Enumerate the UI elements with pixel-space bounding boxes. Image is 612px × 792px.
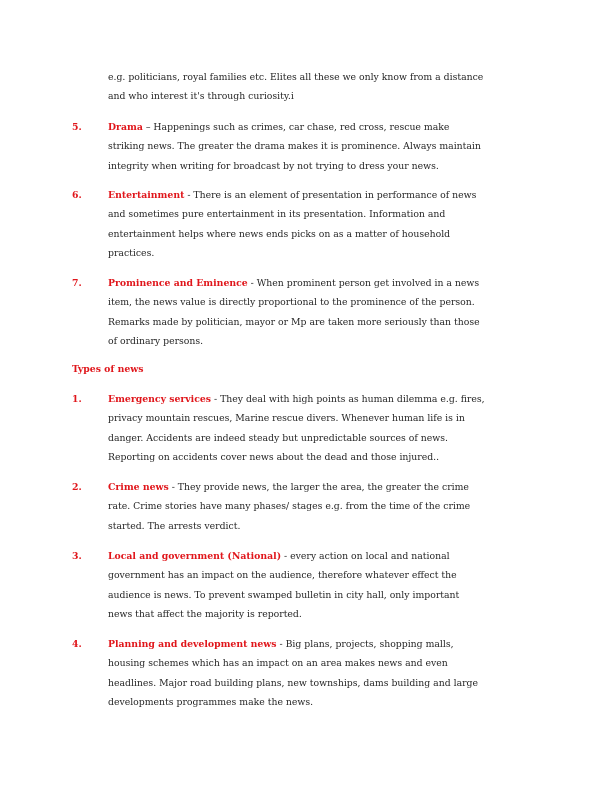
item-title: Emergency services bbox=[108, 394, 212, 405]
item-text: - They provide news, the larger the area, the greater the crime bbox=[168, 482, 469, 493]
item-number: 1. bbox=[72, 394, 82, 405]
item-line: integrity when writing for broadcast by not trying to dress your news. bbox=[108, 160, 439, 172]
item-first-line bbox=[108, 274, 479, 293]
item-line: privacy mountain rescues, Marine rescue divers. Whenever human life is in bbox=[108, 413, 465, 425]
item-line: item, the news value is directly proportional to the prominence of the person. bbox=[108, 297, 475, 309]
item-number: 2. bbox=[72, 482, 82, 493]
item-line: Remarks made by politician, mayor or Mp are taken more seriously than those bbox=[108, 316, 480, 328]
item-line: developments programmes make the news. bbox=[108, 696, 314, 708]
item-title: Crime news bbox=[108, 482, 169, 493]
item-line: started. The arrests verdict. bbox=[108, 520, 241, 532]
item-text: - When prominent person get involved in a news bbox=[247, 278, 480, 289]
item-line: danger. Accidents are indeed steady but unpredictable sources of news. bbox=[108, 432, 448, 444]
item-line: of ordinary persons. bbox=[108, 335, 204, 347]
item-text: - There is an element of presentation in performance of news bbox=[184, 190, 477, 201]
item-line: housing schemes which has an impact on an area makes news and even bbox=[108, 658, 448, 670]
item-title: Entertainment bbox=[108, 190, 185, 201]
item-number: 5. bbox=[72, 122, 82, 133]
item-number: 4. bbox=[72, 639, 82, 650]
item-line: striking news. The greater the drama makes it is prominence. Always maintain bbox=[108, 141, 481, 153]
item-title: Drama bbox=[108, 122, 143, 133]
intro-line: e.g. politicians, royal families etc. Elites all these we only know from a distance bbox=[108, 72, 484, 83]
item-first-line bbox=[108, 390, 485, 409]
item-first-line bbox=[108, 118, 449, 137]
item-number: 7. bbox=[72, 278, 82, 289]
item-line: practices. bbox=[108, 247, 155, 259]
item-first-line bbox=[108, 547, 450, 566]
item-title: Planning and development news bbox=[108, 639, 277, 650]
item-text: - Big plans, projects, shopping malls, bbox=[276, 639, 454, 650]
item-line: headlines. Major road building plans, new townships, dams building and large bbox=[108, 677, 479, 689]
item-line: news that affect the majority is reported. bbox=[108, 608, 302, 620]
item-number: 3. bbox=[72, 551, 82, 562]
item-line: Reporting on accidents cover news about the dead and those injured.. bbox=[108, 451, 440, 463]
item-first-line bbox=[108, 186, 476, 205]
item-text: – Happenings such as crimes, car chase, red cross, rescue make bbox=[142, 122, 450, 133]
item-text: - They deal with high points as human dilemma e.g. fires, bbox=[211, 394, 485, 405]
section-heading: Types of news bbox=[72, 364, 144, 375]
item-title: Local and government (National) bbox=[108, 551, 282, 562]
item-number: 6. bbox=[72, 190, 82, 201]
item-line: government has an impact on the audience, therefore whatever effect the bbox=[108, 570, 457, 582]
item-line: audience is news. To prevent swamped bulletin in city hall, only important bbox=[108, 589, 460, 601]
item-line: rate. Crime stories have many phases/ stages e.g. from the time of the crime bbox=[108, 501, 471, 513]
item-first-line bbox=[108, 478, 469, 497]
item-line: and sometimes pure entertainment in its presentation. Information and bbox=[108, 209, 446, 221]
item-text: - every action on local and national bbox=[281, 551, 450, 562]
item-line: entertainment helps where news ends picks on as a matter of household bbox=[108, 228, 451, 240]
intro-line: and who interest it's through curiosity.i bbox=[108, 91, 294, 103]
item-first-line bbox=[108, 635, 454, 654]
item-title: Prominence and Eminence bbox=[108, 278, 248, 289]
